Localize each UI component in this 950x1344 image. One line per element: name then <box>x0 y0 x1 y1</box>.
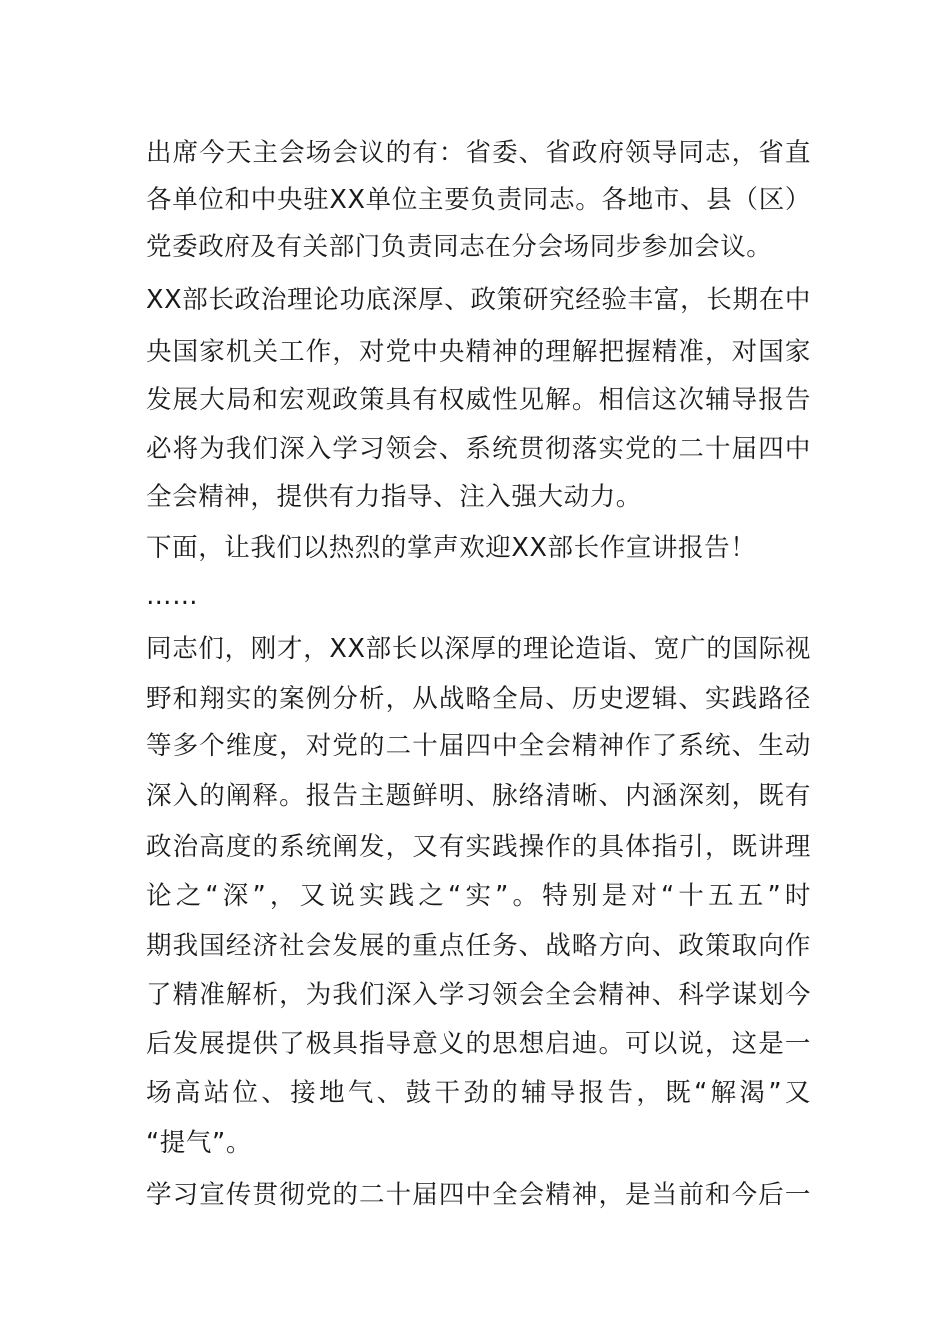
text-line-4: XX部长政治理论功底深厚、政策研究经验丰富，长期在中 <box>146 285 811 315</box>
text-line-5: 央国家机关工作，对党中央精神的理解把握精准，对国家 <box>146 337 811 367</box>
text-line-3: 党委政府及有关部门负责同志在分会场同步参加会议。 <box>146 232 773 262</box>
text-line-14: 深入的阐释。报告主题鲜明、脉络清晰、内涵深刻，既有 <box>146 781 811 811</box>
text-line-19: 后发展提供了极具指导意义的思想启迪。可以说，这是一 <box>146 1029 811 1059</box>
text-line-7: 必将为我们深入学习领会、系统贯彻落实党的二十届四中 <box>146 434 811 464</box>
text-line-8: 全会精神，提供有力指导、注入强大动力。 <box>146 482 642 512</box>
text-line-15: 政治高度的系统阐发，又有实践操作的具体指引，既讲理 <box>146 832 811 862</box>
text-line-1: 出席今天主会场会议的有：省委、省政府领导同志，省直 <box>146 138 811 168</box>
text-line-17: 期我国经济社会发展的重点任务、战略方向、政策取向作 <box>146 931 811 961</box>
text-line-12: 野和翔实的案例分析，从战略全局、历史逻辑、实践路径 <box>146 684 811 714</box>
text-line-2: 各单位和中央驻XX单位主要负责同志。各地市、县（区） <box>146 185 811 215</box>
text-line-11: 同志们，刚才，XX部长以深厚的理论造诣、宽广的国际视 <box>146 634 811 664</box>
text-line-20: 场高站位、接地气、鼓干劲的辅导报告，既“解渴”又 <box>146 1078 811 1108</box>
text-line-9: 下面，让我们以热烈的掌声欢迎XX部长作宣讲报告！ <box>146 533 757 563</box>
text-line-6: 发展大局和宏观政策具有权威性见解。相信这次辅导报告 <box>146 385 811 415</box>
text-line-13: 等多个维度，对党的二十届四中全会精神作了系统、生动 <box>146 731 811 761</box>
text-line-10: …… <box>146 581 199 611</box>
text-line-16: 论之“深”，又说实践之“实”。特别是对“十五五”时 <box>146 881 811 911</box>
text-line-18: 了精准解析，为我们深入学习领会全会精神、科学谋划今 <box>146 980 811 1010</box>
text-line-22: 学习宣传贯彻党的二十届四中全会精神，是当前和今后一 <box>146 1180 811 1210</box>
text-line-21: “提气”。 <box>146 1128 252 1158</box>
